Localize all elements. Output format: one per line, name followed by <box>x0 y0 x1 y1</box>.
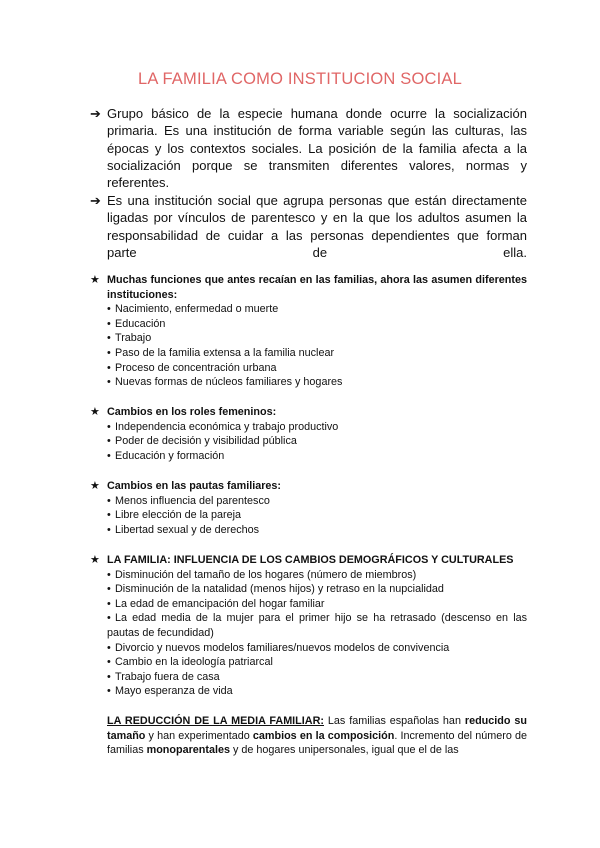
list-item: • Mayo esperanza de vida <box>107 685 233 698</box>
list-item: • Libre elección de la pareja <box>107 509 242 522</box>
section-heading: LA FAMILIA: INFLUENCIA DE LOS CAMBIOS DEMOGRÁFICOS Y CULTURALES <box>107 554 514 566</box>
bullet-icon: • <box>107 597 111 610</box>
list-item: • Divorcio y nuevos modelos familiares/nuevos modelos de convivencia <box>107 641 450 654</box>
section-heading: Cambios en los roles femeninos: <box>107 406 277 418</box>
bullet-icon: • <box>107 641 111 654</box>
list-item: • Cambio en la ideología patriarcal <box>107 656 273 669</box>
section-funciones <box>90 273 527 390</box>
bullet-icon: • <box>107 685 111 698</box>
paragraph-reduccion: LA REDUCCIÓN DE LA MEDIA FAMILIAR: Las familias españolas han reducido su tamaño y han experimentado cambios en la composición. Incremento del número de familias monoparentales y de hogares unipersonales, igual que el de las <box>107 715 527 757</box>
section-pautas-familiares <box>90 479 527 537</box>
list-item: • Educación <box>107 317 166 330</box>
bullet-icon: • <box>107 523 111 536</box>
bullet-icon: • <box>107 449 111 462</box>
list-item: • Poder de decisión y visibilidad pública <box>107 435 297 448</box>
bullet-icon: • <box>107 568 111 581</box>
bullet-icon: • <box>107 670 111 683</box>
list-item: • Trabajo <box>107 332 152 345</box>
list-item: • Independencia económica y trabajo productivo <box>107 420 339 433</box>
list-item: • La edad de emancipación del hogar familiar <box>107 597 325 610</box>
list-item: • Disminución de la natalidad (menos hijos) y retraso en la nupcialidad <box>107 583 444 596</box>
bullet-icon: • <box>107 509 111 522</box>
bullet-list <box>107 302 527 390</box>
intro-text-2: Es una institución social que agrupa personas que están directamente ligadas por vínculos de parentesco y en la que los adultos asumen la responsabilidad de cuidar a las personas dependientes que forman parte de ella. <box>107 193 527 260</box>
arrow-icon: ➔ <box>90 106 101 121</box>
intro-item-2 <box>90 192 527 278</box>
star-icon: ★ <box>90 406 100 418</box>
bullet-icon: • <box>107 303 111 316</box>
bullet-icon: • <box>107 332 111 345</box>
section-cambios-demograficos <box>90 553 527 699</box>
list-item: • Trabajo fuera de casa <box>107 670 220 683</box>
arrow-icon: ➔ <box>90 193 101 208</box>
section-roles-femeninos <box>90 405 527 463</box>
list-item: • Nacimiento, enfermedad o muerte <box>107 303 279 316</box>
list-item: • Proceso de concentración urbana <box>107 361 277 374</box>
list-item: • Nuevas formas de núcleos familiares y hogares <box>107 376 343 389</box>
list-item: • Libertad sexual y de derechos <box>107 523 260 536</box>
star-icon: ★ <box>90 480 100 492</box>
section-heading: Muchas funciones que antes recaían en las familias, ahora las asumen diferentes instituciones: <box>107 274 527 301</box>
bullet-icon: • <box>107 583 111 596</box>
intro-text-1: Grupo básico de la especie humana donde ocurre la socialización primaria. Es una institución de forma variable según las culturas, las épocas y los contextos sociales. La posición de la familia afecta a la socialización porque se transmiten diferentes valores, normas y referentes. <box>107 106 527 191</box>
bullet-icon: • <box>107 346 111 359</box>
bullet-list <box>107 494 527 538</box>
list-item: • La edad media de la mujer para el primer hijo se ha retrasado (descenso en las pautas de fecundidad) <box>107 612 527 639</box>
bullet-icon: • <box>107 317 111 330</box>
bullet-icon: • <box>107 612 111 625</box>
list-item: • Paso de la familia extensa a la familia nuclear <box>107 346 335 359</box>
document-title: LA FAMILIA COMO INSTITUCION SOCIAL <box>137 70 463 88</box>
list-item: • Disminución del tamaño de los hogares (número de miembros) <box>107 568 417 581</box>
bullet-icon: • <box>107 420 111 433</box>
star-icon: ★ <box>90 274 100 286</box>
bullet-list <box>107 568 527 699</box>
section-heading: Cambios en las pautas familiares: <box>107 480 282 492</box>
star-icon: ★ <box>90 554 100 566</box>
bullet-icon: • <box>107 494 111 507</box>
bullet-list <box>107 420 527 464</box>
paragraph-heading: LA REDUCCIÓN DE LA MEDIA FAMILIAR: <box>107 715 324 727</box>
bullet-icon: • <box>107 361 111 374</box>
bullet-icon: • <box>107 376 111 389</box>
bullet-icon: • <box>107 435 111 448</box>
list-item: • Menos influencia del parentesco <box>107 494 270 507</box>
list-item: • Educación y formación <box>107 449 225 462</box>
bullet-icon: • <box>107 656 111 669</box>
